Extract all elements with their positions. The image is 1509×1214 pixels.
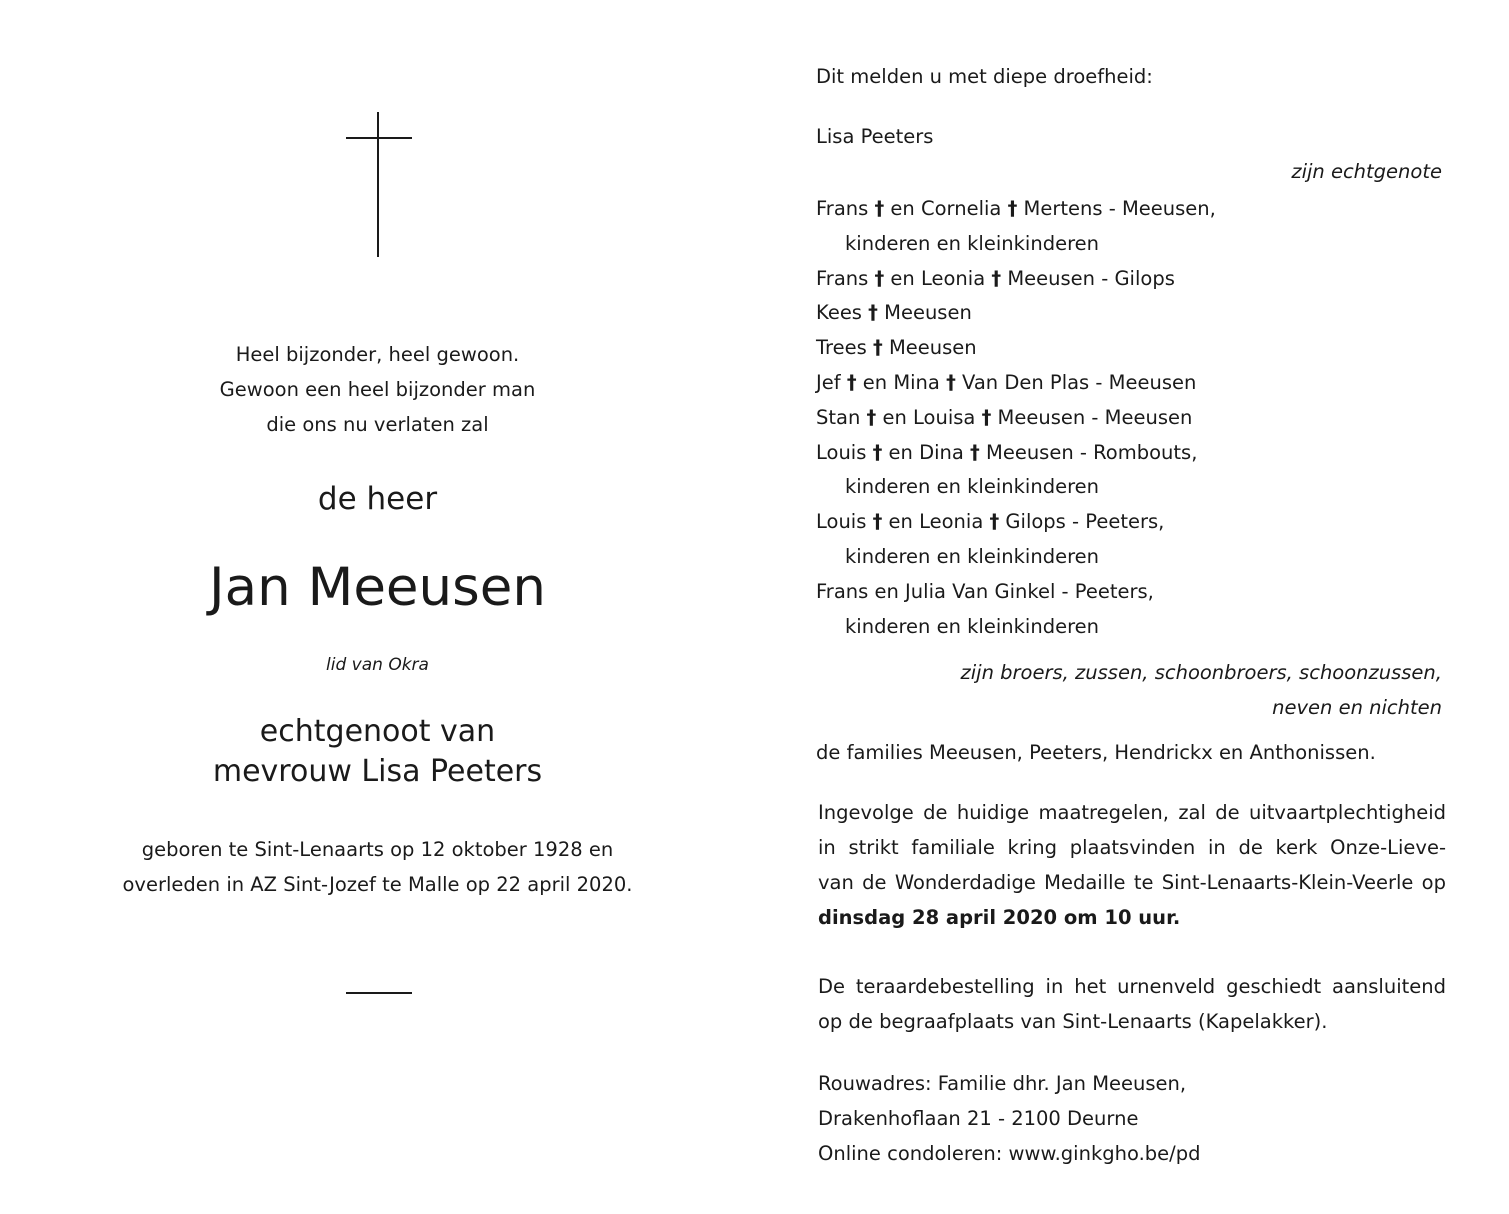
- relative-text: Meeusen - Meeusen: [991, 405, 1193, 429]
- spouse-info: [0, 712, 755, 792]
- relative-text: Meeusen: [882, 336, 977, 360]
- relative-text: en Leonia: [882, 510, 990, 534]
- right-page: [755, 0, 1509, 1214]
- relative-text: Gilops - Peeters,: [999, 510, 1165, 534]
- dagger-icon: †: [970, 440, 980, 464]
- dagger-icon: †: [873, 336, 883, 360]
- relative-text: Frans en Julia Van Ginkel - Peeters,: [816, 579, 1154, 603]
- verse-line: die ons nu verlaten zal: [266, 413, 489, 436]
- relative-text: en Mina: [856, 370, 947, 394]
- dagger-icon: †: [846, 370, 857, 394]
- funeral-line: van de Wonderdadige Medaille te Sint-Lenaarts-Klein-Veerle op: [818, 871, 1446, 894]
- siblings-role-line: neven en nichten: [1272, 696, 1442, 719]
- relative-text: Stan: [816, 405, 867, 429]
- verse-line: Heel bijzonder, heel gewoon.: [235, 343, 520, 366]
- relatives-descendants: [816, 227, 1456, 262]
- families: de families Meeusen, Peeters, Hendrickx en Anthonissen.: [816, 741, 1376, 764]
- dagger-icon: †: [866, 405, 877, 429]
- divider: [346, 992, 412, 994]
- verse-line: Gewoon een heel bijzonder man: [219, 378, 536, 401]
- membership: lid van Okra: [326, 655, 429, 675]
- relatives-list: [816, 192, 1456, 644]
- relative-entry: [816, 575, 1456, 610]
- relative-text: Frans: [816, 197, 875, 220]
- funeral-line: in strikt familiale kring plaatsvinden in de kerk Onze-Lieve-: [818, 836, 1446, 859]
- birth-death-info: [0, 832, 755, 902]
- relative-entry: [816, 436, 1456, 471]
- dagger-icon: †: [868, 301, 878, 325]
- burial-line: De teraardebestelling in het urnenveld geschiedt aansluitend: [818, 975, 1446, 998]
- address-line: Drakenhoflaan 21 - 2100 Deurne: [818, 1107, 1139, 1130]
- relative-text: Kees: [816, 301, 869, 325]
- relative-entry: [816, 331, 1456, 366]
- birth-line: geboren te Sint-Lenaarts op 12 oktober 1928 en: [141, 838, 614, 861]
- announcement: Dit melden u met diepe droefheid:: [816, 65, 1153, 88]
- address-line: Rouwadres: Familie dhr. Jan Meeusen,: [818, 1072, 1187, 1095]
- relative-entry: [816, 366, 1456, 401]
- dagger-icon: †: [872, 510, 883, 534]
- relatives-descendants: [816, 470, 1456, 505]
- relative-entry: [816, 401, 1456, 436]
- relatives-descendants: [816, 540, 1456, 575]
- dagger-icon: †: [872, 440, 883, 464]
- memorial-verse: [0, 337, 755, 442]
- dagger-icon: †: [991, 266, 1002, 290]
- relative-text: en Louisa: [876, 405, 982, 429]
- burial-info: [818, 969, 1446, 1039]
- dagger-icon: †: [981, 405, 992, 429]
- dagger-icon: †: [946, 370, 956, 394]
- relative-text: kinderen en kleinkinderen: [845, 475, 1100, 499]
- relative-text: en Leonia: [884, 266, 992, 290]
- relatives-descendants: [816, 610, 1456, 645]
- relative-text: Meeusen: [877, 301, 972, 325]
- funeral-info: [818, 795, 1446, 935]
- relative-entry: [816, 505, 1456, 540]
- dagger-icon: †: [874, 266, 885, 290]
- relative-text: en Dina: [882, 440, 971, 464]
- wife-name: Lisa Peeters: [816, 125, 934, 148]
- siblings-role-line: zijn broers, zussen, schoonbroers, schoonzussen,: [960, 661, 1442, 684]
- funeral-line: Ingevolge de huidige maatregelen, zal de uitvaartplechtigheid: [818, 801, 1446, 824]
- burial-line: op de begraafplaats van Sint-Lenaarts (Kapelakker).: [818, 1010, 1328, 1033]
- relative-text: Meeusen - Gilops: [1001, 266, 1175, 290]
- funeral-date: dinsdag 28 april 2020 om 10 uur.: [818, 906, 1181, 929]
- dagger-icon: †: [989, 510, 1000, 534]
- relative-text: Louis: [816, 510, 873, 534]
- relative-text: Louis: [816, 440, 873, 464]
- deceased-name: Jan Meeusen: [209, 557, 546, 618]
- spouse-line: echtgenoot van: [259, 714, 496, 749]
- death-line: overleden in AZ Sint-Jozef te Malle op 22 april 2020.: [122, 873, 633, 896]
- relative-text: Jef: [816, 370, 847, 394]
- relative-text: kinderen en kleinkinderen: [845, 614, 1100, 638]
- relative-text: Meeusen - Rombouts,: [979, 440, 1198, 464]
- dagger-icon: †: [1007, 197, 1018, 220]
- condolence-link[interactable]: Online condoleren: www.ginkgho.be/pd: [818, 1142, 1201, 1165]
- relative-entry: [816, 296, 1456, 331]
- relative-text: kinderen en kleinkinderen: [845, 544, 1100, 568]
- siblings-role: [802, 655, 1442, 725]
- relative-text: Mertens - Meeusen,: [1017, 197, 1216, 220]
- relative-entry: [816, 192, 1456, 227]
- relative-text: Frans: [816, 266, 875, 290]
- relative-text: Van Den Plas - Meeusen: [955, 370, 1197, 394]
- relative-text: Trees: [816, 336, 873, 360]
- relative-text: kinderen en kleinkinderen: [845, 231, 1100, 255]
- relative-text: en Cornelia: [884, 197, 1008, 220]
- wife-role: zijn echtgenote: [1291, 160, 1442, 183]
- cross-icon: [346, 112, 412, 257]
- address-info: [818, 1066, 1446, 1171]
- relative-entry: [816, 262, 1456, 297]
- honorific: de heer: [317, 481, 438, 517]
- dagger-icon: †: [874, 197, 885, 220]
- spouse-line: mevrouw Lisa Peeters: [212, 754, 543, 789]
